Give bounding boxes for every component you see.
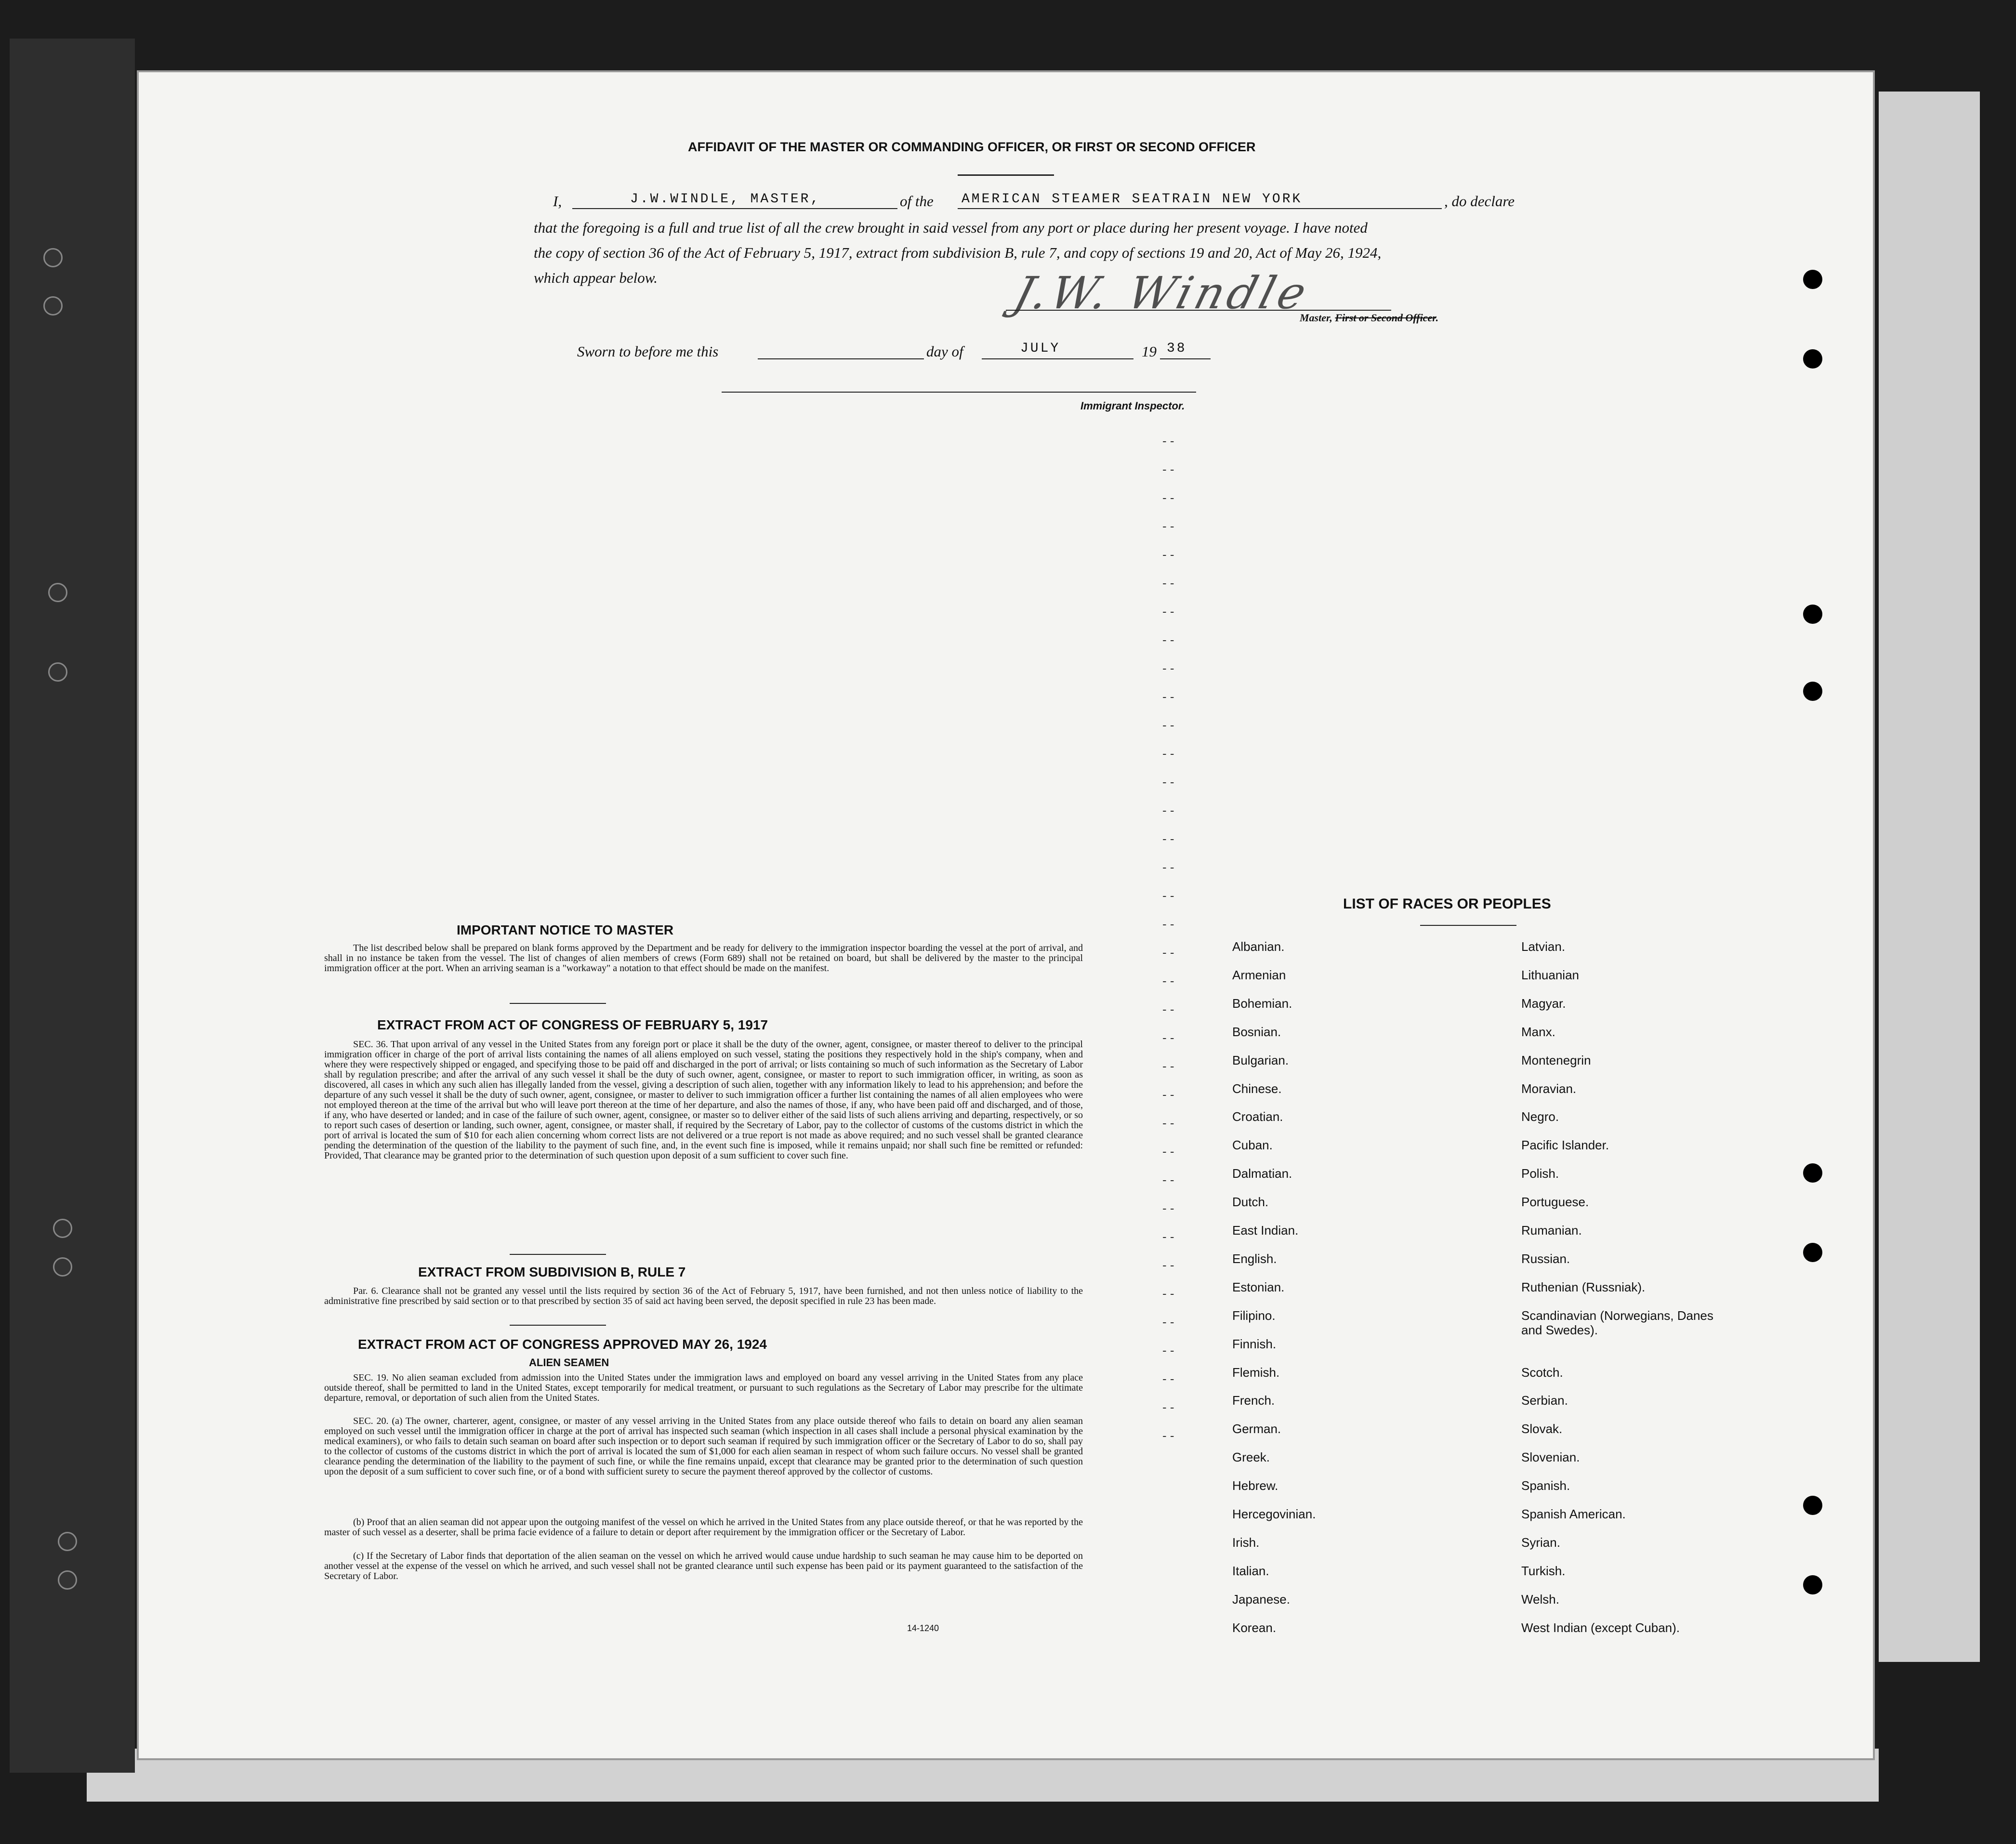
dash-mark: - - bbox=[1162, 1002, 1174, 1016]
dash-mark: - - bbox=[1162, 1400, 1174, 1414]
dash-mark: - - bbox=[1162, 746, 1174, 761]
race-item: Polish. bbox=[1521, 1166, 1559, 1181]
sec20a-text: SEC. 20. (a) The owner, charterer, agent, consignee, or master of any vessel arriving in the United States from any place outside thereof who fails to detain on board any alien seaman employed on such vessel until the immigration officer in charge at the port of arrival has inspected such seaman (which inspection in all cases shall include a personal physical examination by the medical examiners), or who fails to detain such seaman on board after such inspection or to deport such seaman if required by such immigration officer or the Secretary of Labor to do so, shall pay to the collector of customs of the customs district in which the port of arrival is located the sum of $1,000 for each alien seaman in respect of whom such failure occurs. No vessel shall be granted clearance pending the determination of the liability to the payment of such fine, or while the fine remains unpaid, except that clearance may be granted prior to the determination of such question upon the deposit of a sum sufficient to cover such fine, or of a bond with sufficient surety to secure the payment thereof approved by the collector of customs. bbox=[324, 1416, 1083, 1477]
punch-hole-icon bbox=[1803, 270, 1822, 289]
name-field[interactable]: J.W.WINDLE, MASTER, bbox=[630, 192, 821, 207]
dash-mark: - - bbox=[1162, 661, 1174, 675]
affidavit-line1 bbox=[553, 193, 1632, 212]
race-item: Turkish. bbox=[1521, 1563, 1566, 1578]
master-title-label bbox=[1300, 312, 1438, 324]
sec20b-text: (b) Proof that an alien seaman did not appear upon the outgoing manifest of the vessel on which he arrived in the United States from any place outside thereof, or that he was reported by the master of such vessel as a deserter, shall be prima facie evidence of a failure to detain or deport after requirement by the immigration officer or the Secretary of Labor. bbox=[324, 1517, 1083, 1538]
dash-mark: - - bbox=[1162, 945, 1174, 960]
back-page-right bbox=[1879, 92, 1980, 1662]
extract-1924-subtitle: ALIEN SEAMEN bbox=[529, 1357, 609, 1369]
race-item: Negro. bbox=[1521, 1109, 1559, 1124]
notice-text: The list described below shall be prepared on blank forms approved by the Department and be ready for delivery to the immigration inspector boarding the vessel at the port of arrival, and shall in no instance be taken from the vessel. The list of changes of alien members of crews (Form 689) shall not be retained on board, but shall be delivered by the master to the principal immigration officer at the port. When an arriving seaman is a "workaway" a notation to that effect should be made on the manifest. bbox=[324, 943, 1083, 974]
binder-hole-icon bbox=[43, 248, 63, 267]
dash-mark: - - bbox=[1162, 1087, 1174, 1102]
race-item: West Indian (except Cuban). bbox=[1521, 1620, 1680, 1635]
document-page bbox=[139, 72, 1873, 1758]
affidavit-title: AFFIDAVIT OF THE MASTER OR COMMANDING OFFICER, OR FIRST OR SECOND OFFICER bbox=[688, 140, 1256, 154]
extract-1924-title: EXTRACT FROM ACT OF CONGRESS APPROVED MAY 26, 1924 bbox=[358, 1337, 767, 1352]
year-prefix: 19 bbox=[1142, 343, 1157, 360]
dash-mark: - - bbox=[1162, 1258, 1174, 1272]
binder-hole-icon bbox=[58, 1532, 77, 1551]
race-item: Korean. bbox=[1232, 1620, 1277, 1635]
race-item: Slovak. bbox=[1521, 1422, 1563, 1436]
race-item: Italian. bbox=[1232, 1563, 1269, 1578]
binder-hole-icon bbox=[48, 583, 67, 602]
extract-1917-title: EXTRACT FROM ACT OF CONGRESS OF FEBRUARY 5, 1917 bbox=[377, 1017, 768, 1032]
dash-mark: - - bbox=[1162, 604, 1174, 619]
dash-mark: - - bbox=[1162, 718, 1174, 732]
race-item: Scotch. bbox=[1521, 1365, 1563, 1380]
dash-mark: - - bbox=[1162, 917, 1174, 931]
race-item: Japanese. bbox=[1232, 1592, 1290, 1607]
dash-mark: - - bbox=[1162, 888, 1174, 903]
punch-hole-icon bbox=[1803, 1163, 1822, 1183]
month-field[interactable]: JULY bbox=[1020, 341, 1061, 356]
punch-hole-icon bbox=[1803, 349, 1822, 369]
i-label: I, bbox=[553, 193, 562, 210]
affidavit-line3: the copy of section 36 of the Act of February 5, 1917, extract from subdivision B, rule 7, and copy of sections 19 and 20, Act of May 26, 1924, bbox=[534, 244, 1382, 261]
race-item: Welsh. bbox=[1521, 1592, 1559, 1607]
month-underline bbox=[982, 358, 1133, 359]
race-item: Hercegovinian. bbox=[1232, 1507, 1316, 1521]
race-item: German. bbox=[1232, 1422, 1281, 1436]
of-label: of the bbox=[900, 193, 934, 210]
race-item: Slovenian. bbox=[1521, 1450, 1580, 1465]
dash-mark: - - bbox=[1162, 632, 1174, 647]
race-item: Manx. bbox=[1521, 1024, 1555, 1039]
race-item: Flemish. bbox=[1232, 1365, 1280, 1380]
dash-mark: - - bbox=[1162, 462, 1174, 476]
race-item: Croatian. bbox=[1232, 1109, 1283, 1124]
dash-mark: - - bbox=[1162, 1030, 1174, 1045]
binder-hole-icon bbox=[53, 1219, 72, 1238]
dash-mark: - - bbox=[1162, 689, 1174, 704]
punch-hole-icon bbox=[1803, 605, 1822, 624]
dash-mark: - - bbox=[1162, 1286, 1174, 1301]
notice-title: IMPORTANT NOTICE TO MASTER bbox=[457, 922, 674, 937]
race-item: Magyar. bbox=[1521, 996, 1566, 1011]
race-item: Bosnian. bbox=[1232, 1024, 1281, 1039]
extract-1917-divider bbox=[510, 1254, 606, 1255]
race-item: Chinese. bbox=[1232, 1081, 1282, 1096]
race-item: Portuguese. bbox=[1521, 1195, 1589, 1210]
race-item: French. bbox=[1232, 1393, 1275, 1408]
race-item: Bohemian. bbox=[1232, 996, 1292, 1011]
race-item: Dalmatian. bbox=[1232, 1166, 1292, 1181]
sec20c-text: (c) If the Secretary of Labor finds that deportation of the alien seaman on the vessel on which he arrived would cause undue hardship to such seaman he may cause him to be deported on another vessel at the expense of the vessel on which he arrived, and such vessel shall not be granted clearance until such expense has been paid or its payment guaranteed to the satisfaction of the Secretary of Labor. bbox=[324, 1551, 1083, 1581]
sworn-day-underline bbox=[758, 358, 924, 359]
sworn-line bbox=[577, 343, 1348, 362]
back-page-left bbox=[10, 39, 135, 1773]
dash-mark: - - bbox=[1162, 434, 1174, 448]
notice-divider bbox=[510, 1003, 606, 1004]
dash-mark: - - bbox=[1162, 1229, 1174, 1244]
affidavit-line4: which appear below. bbox=[534, 269, 658, 286]
race-item: Montenegrin bbox=[1521, 1053, 1591, 1067]
race-item: Latvian. bbox=[1521, 939, 1566, 954]
dash-mark: - - bbox=[1162, 1144, 1174, 1159]
race-item: Pacific Islander. bbox=[1521, 1138, 1609, 1153]
signature-line bbox=[1006, 310, 1391, 311]
punch-hole-icon bbox=[1803, 1243, 1822, 1262]
race-item: Hebrew. bbox=[1232, 1478, 1278, 1493]
race-item: Syrian. bbox=[1521, 1535, 1560, 1550]
race-item: Finnish. bbox=[1232, 1336, 1277, 1351]
binder-hole-icon bbox=[58, 1570, 77, 1590]
race-item: Spanish American. bbox=[1521, 1507, 1626, 1521]
race-item: Scandinavian (Norwegians, Danes and Swedes). bbox=[1521, 1308, 1713, 1337]
dash-mark: - - bbox=[1162, 860, 1174, 874]
race-item: Greek. bbox=[1232, 1450, 1270, 1465]
race-item: Serbian. bbox=[1521, 1393, 1568, 1408]
master-signature: J.W. Windle bbox=[1008, 267, 1316, 319]
rule7-title: EXTRACT FROM SUBDIVISION B, RULE 7 bbox=[418, 1264, 686, 1279]
race-item: East Indian. bbox=[1232, 1223, 1299, 1238]
dash-mark: - - bbox=[1162, 1371, 1174, 1386]
inspector-label: Immigrant Inspector. bbox=[1080, 400, 1185, 412]
dash-mark: - - bbox=[1162, 831, 1174, 846]
race-item: Russian. bbox=[1521, 1251, 1570, 1266]
race-item: Albanian. bbox=[1232, 939, 1285, 954]
dash-mark: - - bbox=[1162, 1343, 1174, 1357]
rule7-text: Par. 6. Clearance shall not be granted any vessel until the lists required by section 36 of the Act of February 5, 1917, have been furnished, and not then unless notice of liability to the administrative fine prescribed by said section or to that prescribed by section 35 of said act having been served, the deposit specified in rule 23 has been made. bbox=[324, 1286, 1083, 1306]
affidavit-line2: that the foregoing is a full and true list of all the crew brought in said vessel from any port or place during her present voyage. I have noted bbox=[534, 219, 1368, 236]
race-item: Estonian. bbox=[1232, 1279, 1285, 1294]
name-field-underline bbox=[572, 208, 897, 209]
dash-mark: - - bbox=[1162, 974, 1174, 988]
year-underline bbox=[1160, 358, 1211, 359]
vessel-field-underline bbox=[958, 208, 1442, 209]
dash-mark: - - bbox=[1162, 490, 1174, 505]
race-item: Dutch. bbox=[1232, 1195, 1269, 1210]
race-item: Spanish. bbox=[1521, 1478, 1570, 1493]
race-item: Armenian bbox=[1232, 967, 1286, 982]
binder-hole-icon bbox=[43, 296, 63, 316]
punch-hole-icon bbox=[1803, 682, 1822, 701]
race-item: Cuban. bbox=[1232, 1138, 1273, 1153]
vessel-field[interactable]: AMERICAN STEAMER SEATRAIN NEW YORK bbox=[962, 192, 1303, 207]
dash-mark: - - bbox=[1162, 1201, 1174, 1215]
race-item: Ruthenian (Russniak). bbox=[1521, 1279, 1646, 1294]
binder-hole-icon bbox=[48, 662, 67, 682]
sworn-label: Sworn to before me this bbox=[577, 343, 719, 360]
master-label: Master, bbox=[1300, 312, 1335, 324]
dash-mark: - - bbox=[1162, 576, 1174, 590]
title-underline bbox=[958, 174, 1054, 176]
punch-hole-icon bbox=[1803, 1496, 1822, 1515]
rule7-divider bbox=[510, 1325, 606, 1326]
inspector-signature-line bbox=[722, 392, 1196, 393]
dash-mark: - - bbox=[1162, 775, 1174, 789]
sec19-text: SEC. 19. No alien seaman excluded from admission into the United States under the immigration laws and employed on board any vessel arriving in the United States from any place outside thereof, shall be permitted to land in the United States, except temporarily for medical treatment, or pursuant to such regulations as the Secretary of Labor may prescribe for the ultimate departure, removal, or deportation of such alien from the United States. bbox=[324, 1372, 1083, 1403]
extract-1917-text: SEC. 36. That upon arrival of any vessel in the United States from any foreign port or place it shall be the duty of the owner, agent, consignee, or master thereof to deliver to the principal immigration officer in charge of the port of arrival lists containing the names of all aliens employed on such vessel, stating the positions they respectively hold in the ship's company, when and where they were respectively shipped or engaged, and specifying those to be paid off and discharged in the port of arrival; or lists containing so much of such information as the Secretary of Labor shall by regulation prescribe; and after the arrival of any such vessel it shall be the duty of such owner, agent, consignee, or master to report to such immigration officer, in writing, as soon as discovered, all cases in which any such alien has illegally landed from the vessel, giving a description of such alien, together with any information likely to lead to his apprehension; and before the departure of any such vessel it shall be the duty of such owner, agent, consignee, or master to deliver to such immigration officer a further list containing the names of all alien employees who were not employed thereon at the time of the arrival but who will leave port thereon at the time of her departure, and also the names of those, if any, who have been paid off and discharged, and of those, if any, who have deserted or landed; and in case of the failure of such owner, agent, consignee, or master so to deliver either of the said lists of such aliens arriving and departing, respectively, or so to report such cases of desertion or landing, such owner, agent, consignee, or master shall, if required by the Secretary of Labor, pay to the collector of customs of the customs district in which the port of arrival is located the sum of $10 for each alien concerning whom correct lists are not delivered or a true report is not made as above required; and no such vessel shall be granted clearance pending the determination of the question of the liability to the payment of such fine, and, in the event such fine is imposed, while it remains unpaid; nor shall such fine be remitted or refunded: Provided, That clearance may be granted prior to the determination of such question upon deposit of a sum sufficient to cover such fine. bbox=[324, 1039, 1083, 1161]
dash-mark: - - bbox=[1162, 803, 1174, 817]
dash-mark: - - bbox=[1162, 1172, 1174, 1187]
declare-label: , do declare bbox=[1444, 193, 1515, 210]
race-item: Moravian. bbox=[1521, 1081, 1577, 1096]
binder-hole-icon bbox=[53, 1257, 72, 1277]
race-item: Irish. bbox=[1232, 1535, 1260, 1550]
dash-mark: - - bbox=[1162, 1116, 1174, 1130]
form-number: 14-1240 bbox=[907, 1623, 939, 1633]
struck-officer-label: First or Second Officer bbox=[1335, 312, 1436, 324]
race-item: Rumanian. bbox=[1521, 1223, 1582, 1238]
year-field[interactable]: 38 bbox=[1167, 341, 1187, 356]
dash-mark: - - bbox=[1162, 1428, 1174, 1443]
day-label: day of bbox=[926, 343, 963, 360]
race-item: Lithuanian bbox=[1521, 967, 1579, 982]
race-item: English. bbox=[1232, 1251, 1277, 1266]
dash-mark: - - bbox=[1162, 1059, 1174, 1073]
races-title: LIST OF RACES OR PEOPLES bbox=[1343, 896, 1551, 912]
punch-hole-icon bbox=[1803, 1575, 1822, 1594]
dash-mark: - - bbox=[1162, 519, 1174, 533]
race-item: Filipino. bbox=[1232, 1308, 1276, 1323]
master-label-period: . bbox=[1436, 312, 1439, 324]
races-title-underline bbox=[1420, 925, 1516, 926]
dash-mark: - - bbox=[1162, 1315, 1174, 1329]
race-item: Bulgarian. bbox=[1232, 1053, 1289, 1067]
dash-mark: - - bbox=[1162, 547, 1174, 562]
